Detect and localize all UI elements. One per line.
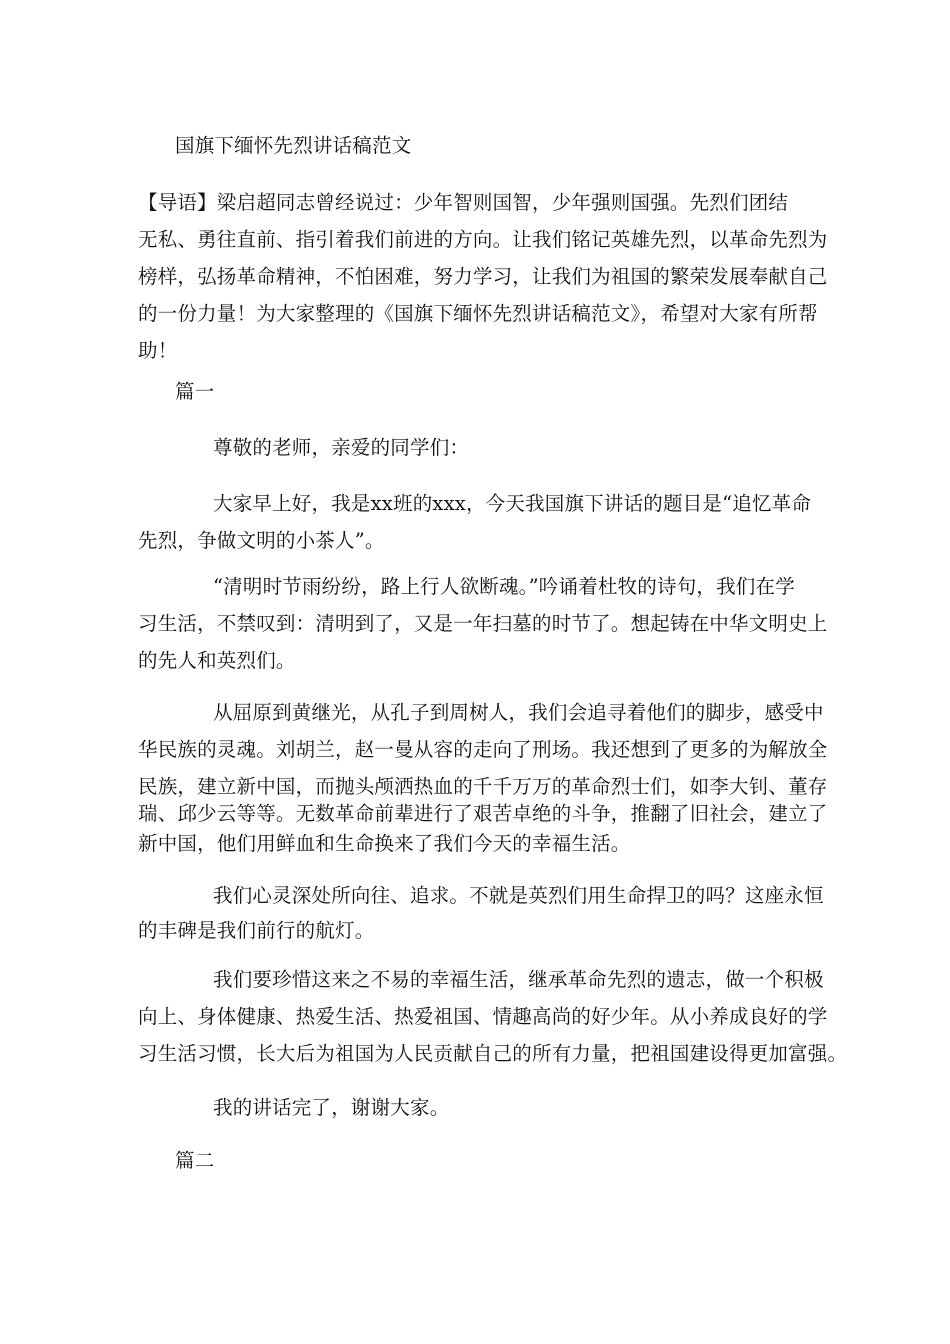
paragraph-line: 民族，建立新中国，而抛头颅洒热血的千千万万的革命烈士们，如李大钊、董存 bbox=[138, 775, 828, 798]
intro-line: 【导语】梁启超同志曾经说过：少年智则国智，少年强则国强。先烈们团结 bbox=[138, 191, 789, 214]
paragraph-line: 习生活习惯，长大后为祖国为人民贡献自己的所有力量，把祖国建设得更加富强。 bbox=[138, 1042, 848, 1065]
paragraph-line: 从屈原到黄继光，从孔子到周树人，我们会追寻着他们的脚步，感受中 bbox=[213, 701, 824, 724]
paragraph-line: 我们要珍惜这来之不易的幸福生活，继承革命先烈的遗志，做一个积极 bbox=[213, 968, 824, 991]
closing-line: 我的讲话完了，谢谢大家。 bbox=[213, 1096, 450, 1119]
greeting: 尊敬的老师，亲爱的同学们： bbox=[213, 436, 470, 459]
intro-line: 的一份力量！为大家整理的《国旗下缅怀先烈讲话稿范文》，希望对大家有所帮 bbox=[138, 302, 818, 325]
document-title: 国旗下缅怀先烈讲话稿范文 bbox=[175, 134, 412, 157]
paragraph-line: 大家早上好，我是xx班的xxx，今天我国旗下讲话的题目是“追忆革命 bbox=[213, 492, 812, 515]
paragraph-line: 习生活，不禁叹到：清明到了，又是一年扫墓的时节了。想起铸在中华文明史上 bbox=[138, 612, 828, 635]
intro-line: 榜样，弘扬革命精神，不怕困难，努力学习，让我们为祖国的繁荣发展奉献自己 bbox=[138, 265, 828, 288]
paragraph-line: 我们心灵深处所向往、追求。不就是英烈们用生命捍卫的吗？这座永恒 bbox=[213, 884, 824, 907]
section-heading-1: 篇一 bbox=[175, 380, 215, 403]
paragraph-line: “清明时节雨纷纷，路上行人欲断魂。”吟诵着杜牧的诗句，我们在学 bbox=[213, 575, 795, 598]
intro-line: 助！ bbox=[138, 339, 178, 362]
intro-line: 无私、勇往直前、指引着我们前进的方向。让我们铭记英雄先烈，以革命先烈为 bbox=[138, 228, 828, 251]
paragraph-line: 的先人和英烈们。 bbox=[138, 649, 296, 672]
paragraph-line: 先烈，争做文明的小茶人”。 bbox=[138, 529, 385, 552]
section-heading-2: 篇二 bbox=[175, 1149, 215, 1172]
paragraph-line: 新中国，他们用鲜血和生命换来了我们今天的幸福生活。 bbox=[138, 832, 631, 855]
paragraph-line: 瑞、邱少云等等。无数革命前辈进行了艰苦卓绝的斗争，推翻了旧社会，建立了 bbox=[138, 802, 828, 825]
paragraph-line: 华民族的灵魂。刘胡兰，赵一曼从容的走向了刑场。我还想到了更多的为解放全 bbox=[138, 738, 828, 761]
paragraph-line: 的丰碑是我们前行的航灯。 bbox=[138, 919, 375, 942]
paragraph-line: 向上、身体健康、热爱生活、热爱祖国、情趣高尚的好少年。从小养成良好的学 bbox=[138, 1005, 828, 1028]
